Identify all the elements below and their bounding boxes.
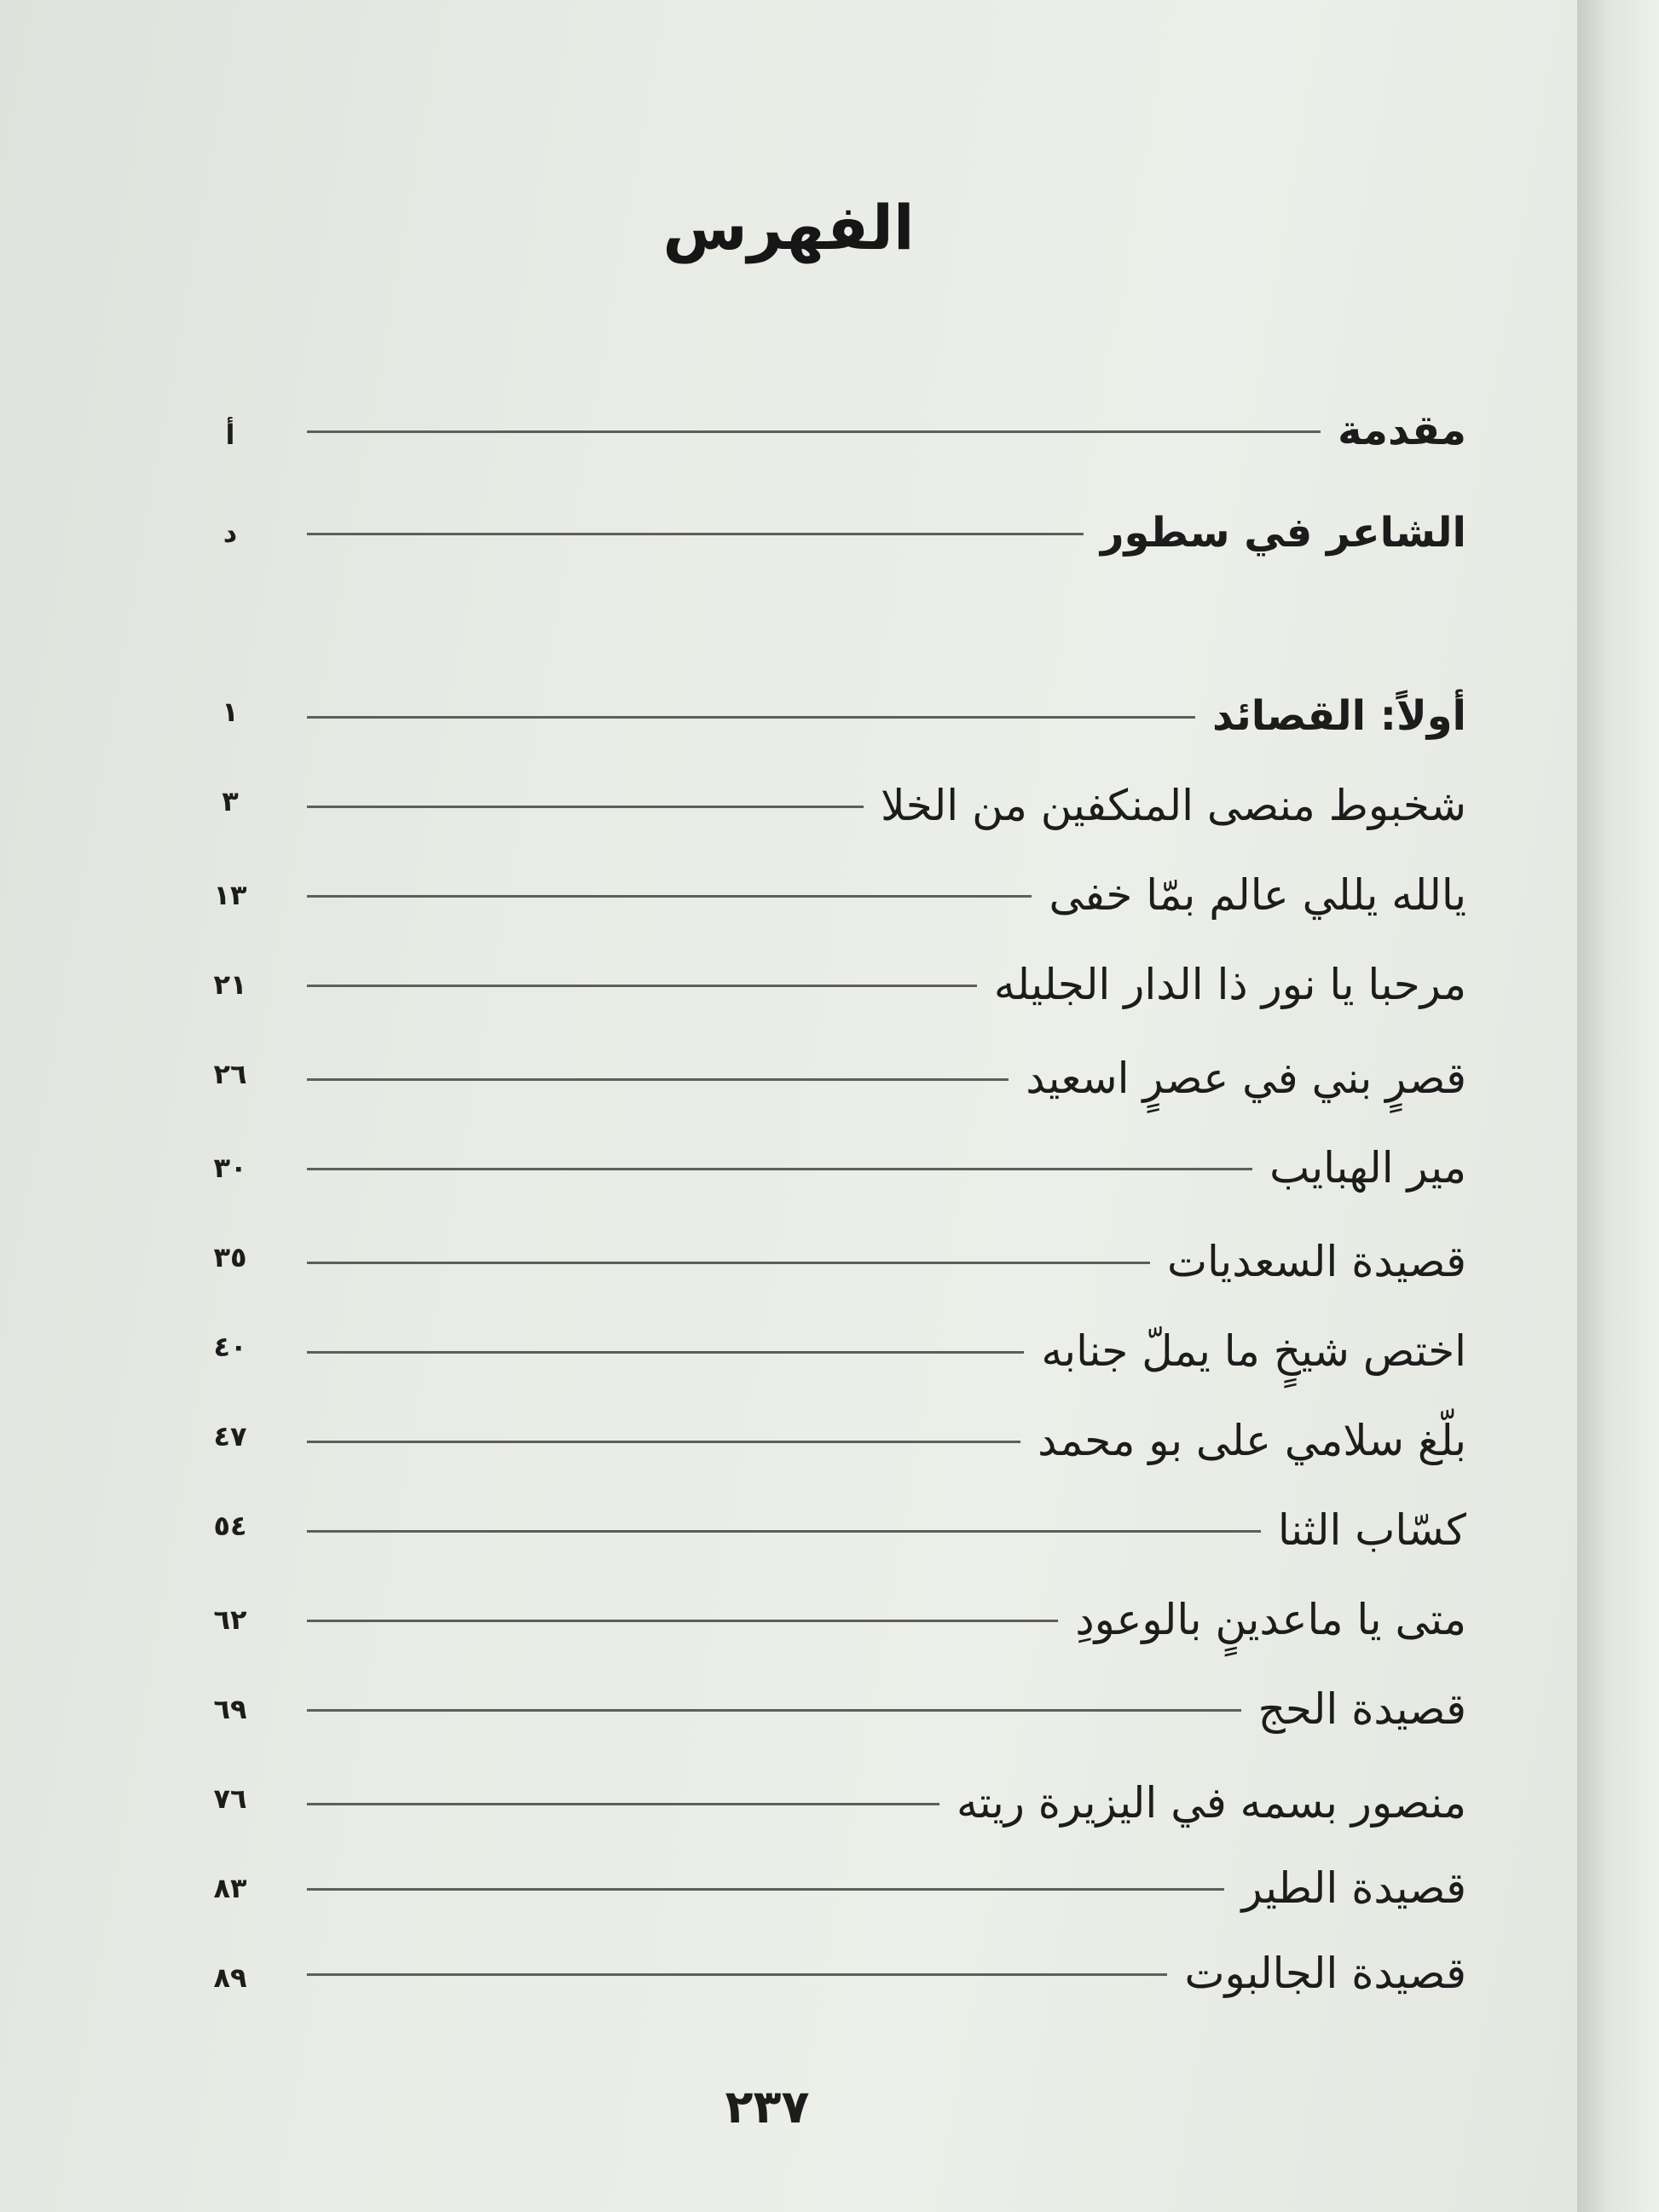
leader-line — [307, 985, 977, 987]
toc-entry-title: اختص شيخٍ ما يملّ جنابه — [1041, 1326, 1466, 1376]
toc-entry — [188, 861, 1466, 929]
toc-entry-page-number: ١٣ — [213, 879, 247, 911]
toc-entry — [188, 396, 1466, 465]
toc-entry — [188, 950, 1466, 1019]
toc-entry — [188, 1585, 1466, 1654]
leader-line — [307, 1709, 1241, 1712]
toc-entry — [188, 1227, 1466, 1296]
toc-entry-title: متى يا ماعدينٍ بالوعودِ — [1075, 1595, 1466, 1644]
toc-entry-page-number: ٦٢ — [213, 1603, 247, 1636]
toc-entry-page-number: ٨٣ — [213, 1872, 247, 1904]
leader-line — [307, 1262, 1150, 1264]
toc-entry — [188, 1496, 1466, 1564]
toc-entry — [188, 1769, 1466, 1837]
toc-entry-page-number: ٨٩ — [213, 1961, 247, 1994]
leader-line — [307, 1888, 1224, 1891]
toc-entry — [188, 682, 1466, 750]
leader-line — [307, 1351, 1024, 1354]
leader-line — [307, 895, 1032, 898]
toc-entry-page-number: ٧٦ — [213, 1782, 247, 1815]
toc-entry-title: الشاعر في سطور — [1100, 509, 1466, 557]
toc-entry-page-number: ٥٤ — [213, 1510, 247, 1542]
toc-entry-page-number: ٢١ — [213, 968, 247, 1001]
toc-entry-title: بلّغ سلامي على بو محمد — [1038, 1416, 1466, 1465]
toc-entry-page-number: د — [223, 517, 238, 549]
leader-line — [307, 1168, 1252, 1170]
leader-line — [307, 533, 1084, 535]
toc-entry-page-number: ٢٦ — [213, 1058, 247, 1090]
leader-line — [307, 1530, 1261, 1533]
toc-entry-title: قصيدة الحج — [1257, 1684, 1466, 1734]
adjacent-page-edge — [1577, 0, 1659, 2212]
leader-line — [307, 1803, 939, 1805]
page-title: الفهرس — [662, 192, 915, 263]
toc-entry-title: قصرٍ بني في عصرٍ اسعيد — [1026, 1054, 1466, 1103]
toc-entry-title: أولاً: القصائد — [1211, 692, 1466, 740]
toc-entry-title: منصور بسمه في اليزيرة ريته — [956, 1778, 1466, 1828]
toc-entry-title: قصيدة الجالبوت — [1184, 1949, 1466, 1998]
leader-line — [307, 1620, 1058, 1622]
toc-entry-page-number: ٣ — [222, 785, 239, 817]
toc-entry — [188, 1317, 1466, 1385]
toc-entry — [188, 1044, 1466, 1112]
toc-entry — [188, 1134, 1466, 1202]
toc-entry-title: مرحبا يا نور ذا الدار الجليله — [993, 960, 1466, 1009]
leader-line — [307, 1973, 1167, 1976]
toc-entry-title: مير الهبايب — [1269, 1143, 1466, 1193]
toc-entry-page-number: ٣٠ — [213, 1152, 247, 1184]
toc-entry-page-number: ٤٠ — [213, 1331, 247, 1363]
toc-entry-page-number: ١ — [222, 696, 239, 728]
toc-entry-title: يالله يللي عالم بمّا خفى — [1049, 870, 1466, 920]
toc-entry — [188, 1675, 1466, 1743]
leader-line — [307, 430, 1321, 433]
page-number: ٢٣٧ — [725, 2080, 810, 2134]
toc-entry-page-number: ٣٥ — [213, 1241, 247, 1273]
toc-entry-page-number: ٦٩ — [213, 1693, 247, 1725]
toc-entry — [188, 1406, 1466, 1475]
toc-entry — [188, 499, 1466, 567]
leader-line — [307, 1441, 1020, 1443]
toc-entry-title: كسّاب الثنا — [1277, 1505, 1466, 1555]
leader-line — [307, 806, 864, 808]
toc-entry — [188, 1854, 1466, 1922]
leader-line — [307, 716, 1195, 719]
toc-entry — [188, 771, 1466, 840]
toc-entry-title: قصيدة الطير — [1241, 1863, 1466, 1913]
toc-entry-title: مقدمة — [1338, 407, 1466, 454]
toc-entry-page-number: ٤٧ — [213, 1420, 247, 1453]
toc-entry-title: شخبوط منصى المنكفين من الخلا — [880, 781, 1466, 830]
toc-entry-page-number: أ — [225, 419, 235, 451]
leader-line — [307, 1078, 1009, 1081]
toc-entry-title: قصيدة السعديات — [1166, 1237, 1466, 1286]
toc-entry — [188, 1939, 1466, 2007]
